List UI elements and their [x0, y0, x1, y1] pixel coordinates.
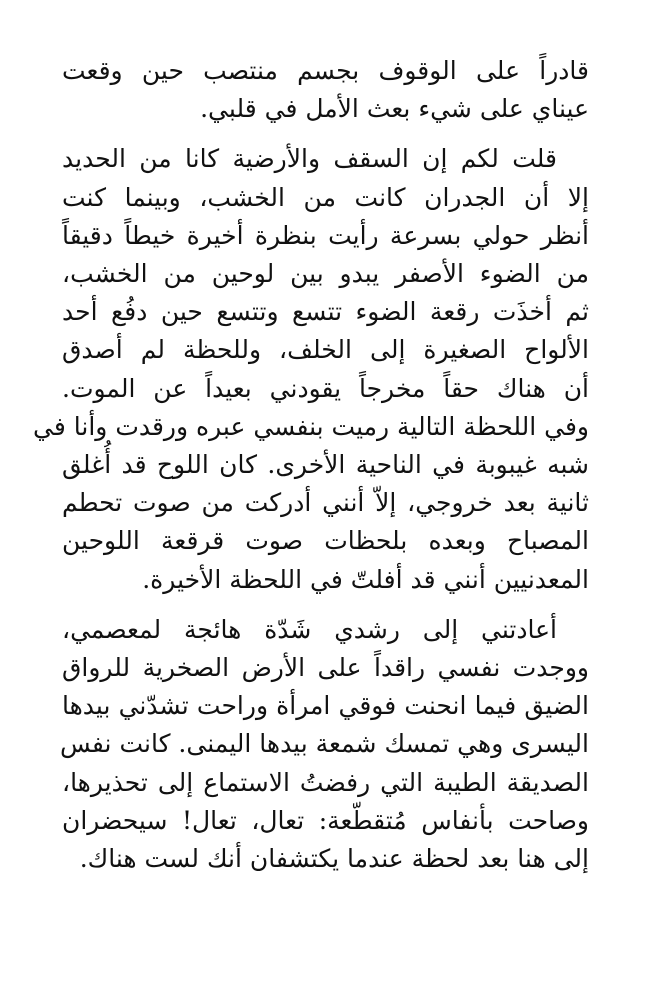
text-line: عيناي على شيء بعث الأمل في قلبي. — [200, 94, 589, 124]
text-line: أن هناك حقاً مخرجاً يقودني بعيداً عن الموت. — [62, 373, 589, 403]
text-line: قادراً على الوقوف بجسم منتصب حين وقعت — [62, 56, 589, 85]
text-line: أعادتني إلى رشدي شَدّة هائجة لمعصمي، — [62, 614, 557, 644]
text-line: أنظر حولي بسرعة رأيت بنظرة أخيرة خيطاً دقيقاً — [62, 220, 589, 250]
text-line: ثم أخذَت رقعة الضوء تتسع وتتسع حين دفُع أحد — [62, 297, 589, 327]
text-line: إلى هنا بعد لحظة عندما يكتشفان أنك لست هناك. — [79, 844, 589, 874]
text-line: شبه غيبوبة في الناحية الأخرى. كان اللوح قد أُغلق — [62, 450, 589, 480]
text-line: ثانية بعد خروجي، إلاّ أنني أدركت من صوت تحطم — [62, 488, 589, 518]
paragraph-1 — [62, 52, 589, 128]
text-line: من الضوء الأصفر يبدو بين لوحين من الخشب، — [62, 259, 589, 289]
text-line: وفي اللحظة التالية رميت بنفسي عبره ورقدت وأنا في — [33, 411, 589, 441]
text-line: قلت لكم إن السقف والأرضية كانا من الحديد — [62, 144, 557, 174]
text-line: وصاحت بأنفاس مُتقطّعة: تعال، تعال! سيحضران — [62, 805, 589, 835]
text-line: المعدنيين أنني قد أفلتّ في اللحظة الأخيرة. — [142, 564, 589, 594]
text-line: اليسرى وهي تمسك شمعة بيدها اليمنى. كانت نفس — [60, 729, 589, 759]
text-line: الألواح الصغيرة إلى الخلف، وللحظة لم أصدق — [62, 335, 589, 365]
paragraph-3 — [62, 611, 589, 878]
text-line: المصباح وبعده بلحظات صوت قرقعة اللوحين — [62, 526, 589, 556]
text-line: الضيق فيما انحنت فوقي امرأة وراحت تشدّني بيدها — [62, 691, 589, 721]
text-line: ووجدت نفسي راقداً على الأرض الصخرية للرواق — [62, 653, 589, 683]
text-line: إلا أن الجدران كانت من الخشب، وبينما كنت — [62, 182, 589, 212]
text-line: الصديقة الطيبة التي رفضتُ الاستماع إلى تحذيرها، — [62, 767, 589, 797]
paragraph-2 — [33, 140, 589, 598]
